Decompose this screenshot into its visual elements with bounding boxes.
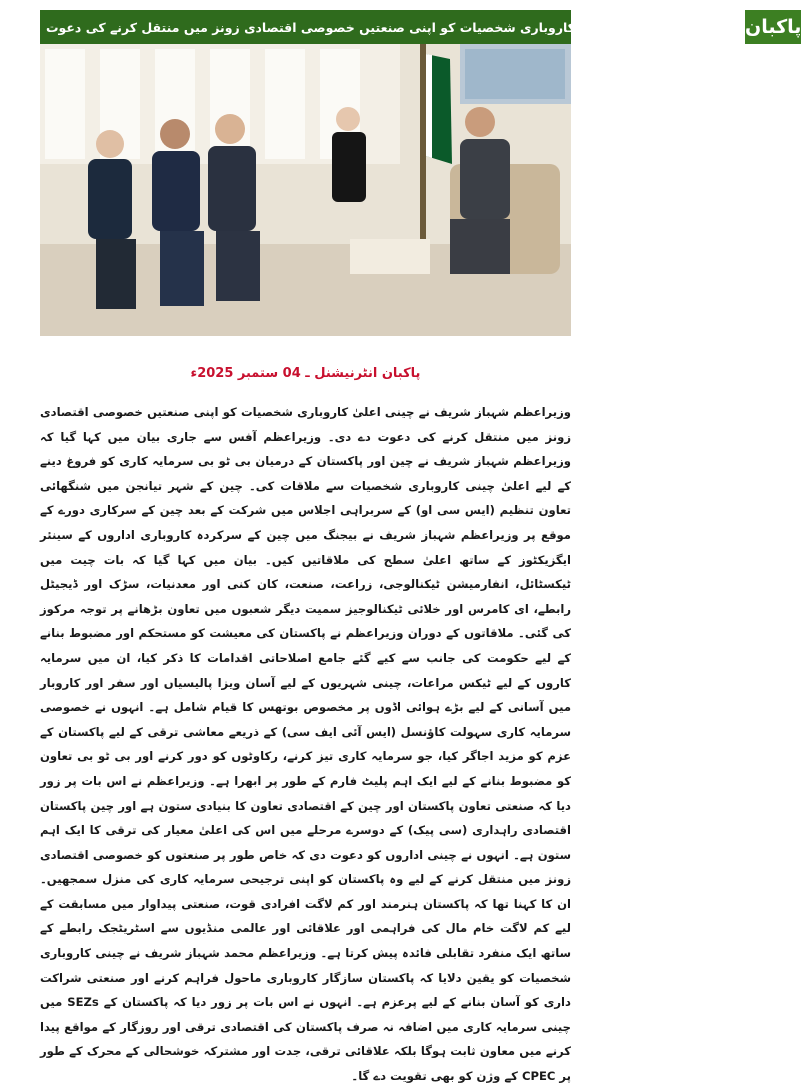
headline-banner <box>40 10 801 44</box>
brand-logo: پاکبان <box>743 10 801 44</box>
article-body: وزیراعظم شہباز شریف نے چینی اعلیٰ کاروباری شخصیات کو اپنی صنعتیں خصوصی اقتصادی زونز میں منتقل کرنے کی دعوت دے دی۔ وزیراعظم آفس سے جاری بیان میں کہا گیا کہ وزیراعظم شہباز شریف نے چین اور پاکستان کے درمیان بی ٹو بی سرمایہ کاری کو فروغ دینے کے لیے اعلیٰ چینی کاروباری شخصیات سے ملاقات کی۔ چین کے شہر تیانجن میں شنگھائی تعاون تنظیم (ایس سی او) کے سربراہی اجلاس میں شرکت کے بعد چین کے سرکاری دورے کے موقع پر وزیراعظم شہباز شریف نے بیجنگ میں چین کے سرکردہ کاروباری اداروں کے سینئر ایگزیکٹوز کے ساتھ اعلیٰ سطح کی ملاقاتیں کیں۔ بیان میں کہا گیا کہ بات چیت میں ٹیکسٹائل، انفارمیشن ٹیکنالوجی، زراعت، صنعت، کان کنی اور معدنیات، سڑک اور ڈیجیٹل رابطے، ای کامرس اور خلائی ٹیکنالوجیز سمیت دیگر شعبوں میں تعاون بڑھانے پر توجہ مرکوز کی گئی۔ ملاقاتوں کے دوران وزیراعظم نے پاکستان کی معیشت کو مستحکم اور مضبوط بنانے کے لیے حکومت کی جانب سے کیے گئے جامع اصلاحاتی اقدامات کا ذکر کیا، ان میں سرمایہ کاروں کے لیے ٹیکس مراعات، چینی شہریوں کے لیے آسان ویزا پالیسیاں اور سفر اور کاروبار میں آسانی کے لیے بڑے ہوائی اڈوں پر مخصوص بوتھس کا قیام شامل ہے۔ انہوں نے خصوصی سرمایہ کاری سہولت کاؤنسل (ایس آئی ایف سی) کے ذریعے معاشی ترقی کے لیے پاکستان کے عزم کو مزید اجاگر کیا، جو سرمایہ کاری تیز کرنے، رکاوٹوں کو دور کرنے اور بی ٹو بی تعاون کو مضبوط بنانے کے لیے ایک اہم پلیٹ فارم کے طور پر ابھرا ہے۔ وزیراعظم نے اس بات پر زور دیا کہ صنعتی تعاون پاکستان اور چین کے اقتصادی تعاون کا بنیادی ستون ہے اور چین پاکستان اقتصادی راہداری (سی پیک) کے دوسرے مرحلے میں اس کی اعلیٰ معیار کی ترقی کا ایک اہم ستون ہے۔ انہوں نے چینی اداروں کو دعوت دی کہ خاص طور پر صنعتوں کو خصوصی اقتصادی زونز میں منتقل کرنے کے لیے وہ پاکستان کو اپنی ترجیحی سرمایہ کاری کی منزل سمجھیں۔ ان کا کہنا تھا کہ پاکستان ہنرمند اور کم لاگت افرادی قوت، صنعتی پیداوار میں مسابقت کے لیے کم لاگت خام مال کی فراہمی اور علاقائی اور عالمی منڈیوں سے اسٹریٹجک رابطے کے ساتھ ایک منفرد تقابلی فائدہ پیش کرتا ہے۔ وزیراعظم محمد شہباز شریف نے چینی کاروباری شخصیات کو یقین دلایا کہ پاکستان سازگار کاروباری ماحول فراہم کرنے اور صنعتی شراکت داری کو آسان بنانے کے لیے پرعزم ہے۔ انہوں نے اس بات پر زور دیا کہ پاکستان کے SEZs میں چینی سرمایہ کاری میں اضافہ نہ صرف پاکستان کی اقتصادی ترقی اور روزگار کے مواقع پیدا کرنے میں معاون ثابت ہوگا بلکہ علاقائی ترقی، جدت اور مشترکہ خوشحالی کے محرک کے طور پر CPEC کے وژن کو بھی تقویت دے گا۔ <box>40 405 571 1084</box>
dateline: پاکبان انٹرنیشنل ـ 04 ستمبر 2025ء <box>190 366 421 381</box>
headline: وزیراعظم کی چینی اعلیٰ کاروباری شخصیات کو اپنی صنعتیں خصوصی اقتصادی زونز میں منتقل کرنے کی دعوت <box>46 19 737 35</box>
meeting-photo <box>40 44 571 336</box>
